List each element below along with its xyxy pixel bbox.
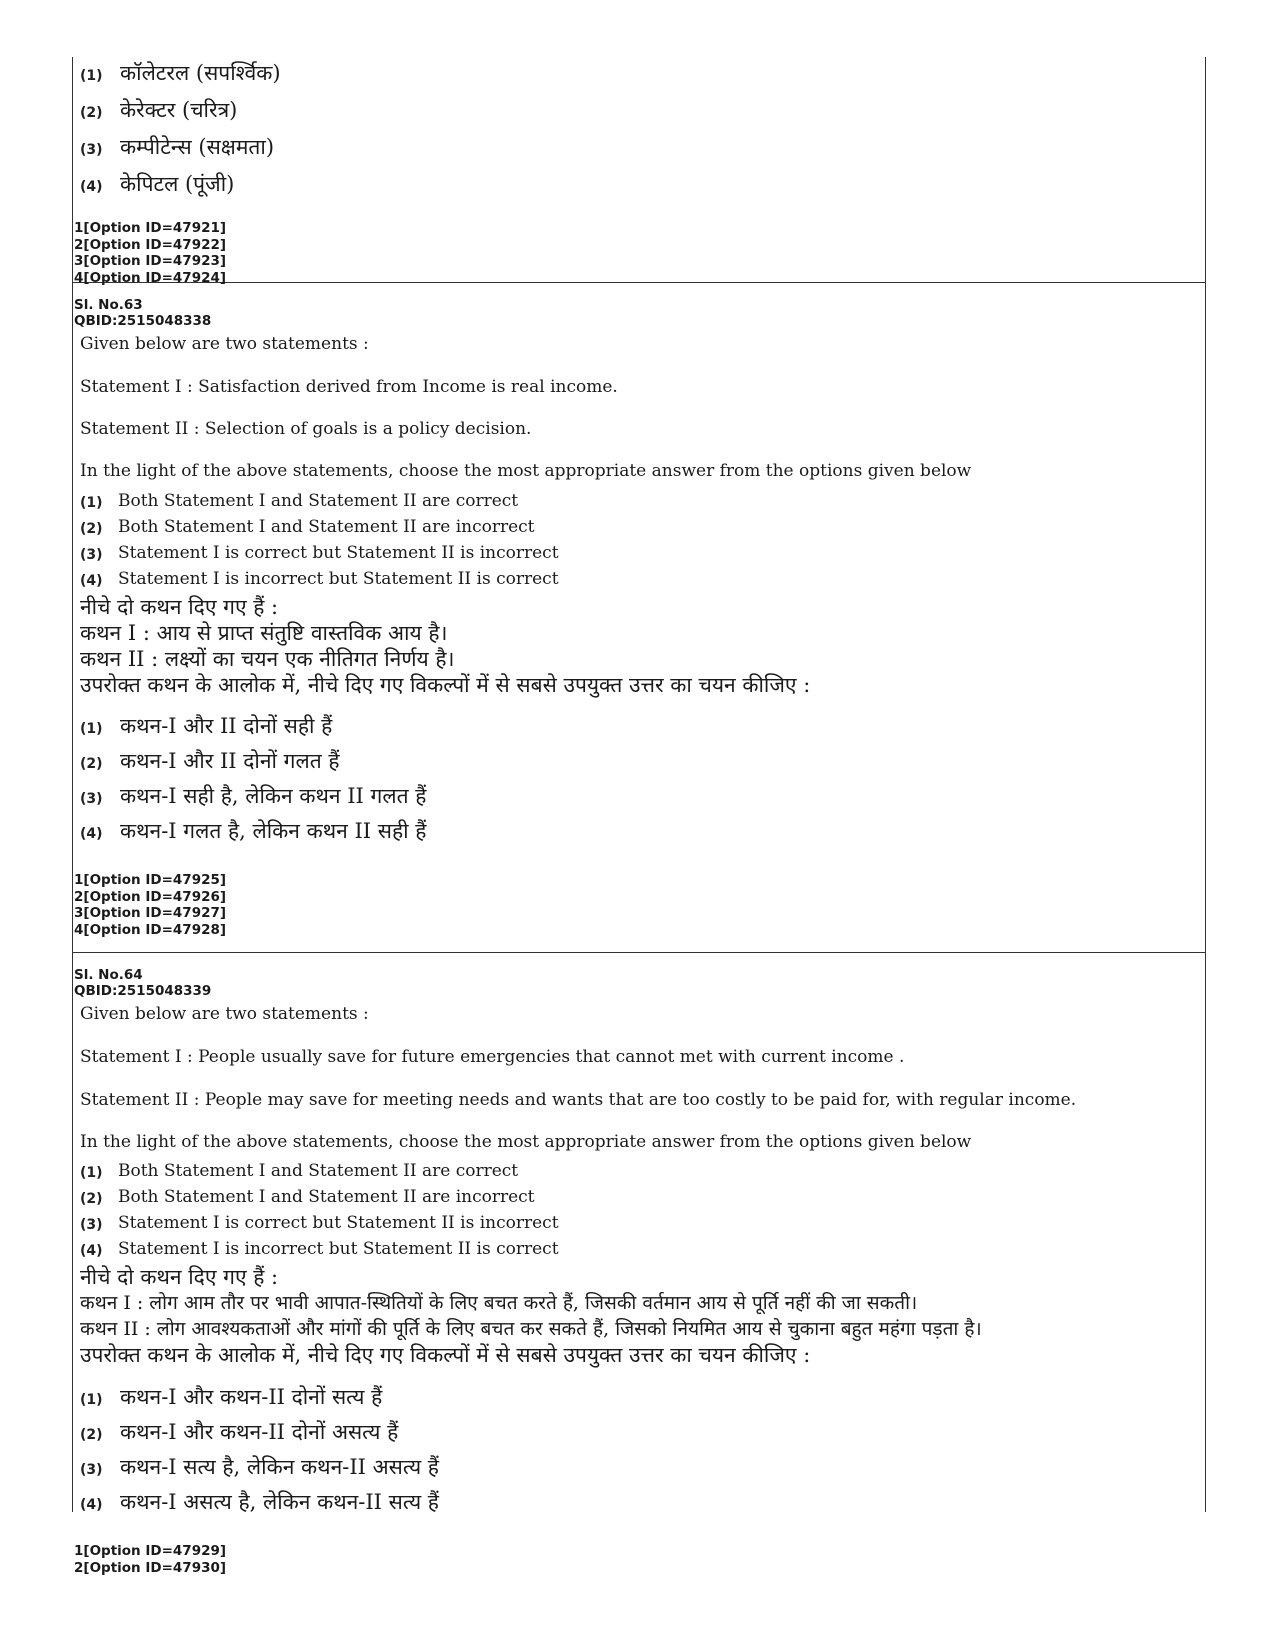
option-number: (1) — [80, 721, 103, 737]
divider-63-64 — [72, 952, 1206, 953]
q63-qbid: QBID:2515048338 — [74, 313, 212, 329]
q63-option-ids — [74, 872, 226, 938]
option-number: (4) — [80, 1497, 103, 1513]
option-id: 1[Option ID=47925] — [74, 872, 227, 888]
option-id: 3[Option ID=47923] — [74, 253, 227, 269]
option-text: कथन-I और II दोनों गलत हैं — [120, 749, 340, 773]
option-id: 4[Option ID=47928] — [74, 921, 227, 938]
q64-option-ids — [74, 1543, 226, 1576]
option-number: (2) — [80, 756, 103, 772]
option-text: Both Statement I and Statement II are correct — [118, 491, 519, 511]
option-text: Both Statement I and Statement II are incorrect — [118, 517, 535, 537]
q63-en-instruction: In the light of the above statements, choose the most appropriate answer from the options given below — [80, 461, 972, 481]
option-number: (1) — [80, 68, 103, 84]
divider-62-63 — [72, 282, 1206, 283]
q63-hi-intro: नीचे दो कथन दिए गए हैं : — [80, 595, 279, 619]
right-border — [1205, 57, 1206, 1512]
q64-hi-instruction: उपरोक्त कथन के आलोक में, नीचे दिए गए विकल्पों में से सबसे उपयुक्त उत्तर का चयन कीजिए : — [80, 1343, 811, 1367]
option-id: 1[Option ID=47929] — [74, 1543, 227, 1559]
option-id: 2[Option ID=47926] — [74, 888, 227, 905]
option-id: 2[Option ID=47922] — [74, 236, 227, 253]
q64-en-instruction: In the light of the above statements, choose the most appropriate answer from the options given below — [80, 1132, 972, 1152]
q62-option-ids — [74, 220, 226, 286]
option-number: (4) — [80, 826, 103, 842]
q63-en-intro: Given below are two statements : — [80, 334, 369, 354]
option-number: (1) — [80, 495, 103, 511]
option-text: Statement I is incorrect but Statement II is correct — [118, 569, 559, 589]
left-border — [72, 57, 73, 1512]
option-text: Statement I is correct but Statement II is incorrect — [118, 1213, 559, 1233]
option-number: (1) — [80, 1165, 103, 1181]
option-number: (3) — [80, 1217, 103, 1233]
q63-serial-number: Sl. No.63 — [74, 297, 143, 313]
option-text: Statement I is incorrect but Statement II is correct — [118, 1239, 559, 1259]
option-id: 2[Option ID=47930] — [74, 1559, 227, 1576]
option-text: Statement I is correct but Statement II is incorrect — [118, 543, 559, 563]
option-number: (2) — [80, 1427, 103, 1443]
q63-hi-statement-2: कथन II : लक्ष्यों का चयन एक नीतिगत निर्णय है। — [80, 647, 455, 671]
option-number: (4) — [80, 179, 103, 195]
option-number: (2) — [80, 105, 103, 121]
option-text: Both Statement I and Statement II are correct — [118, 1161, 519, 1181]
option-number: (3) — [80, 1462, 103, 1478]
option-text: केरेक्टर (चरित्र) — [120, 98, 238, 122]
option-number: (2) — [80, 521, 103, 537]
q63-hi-statement-1: कथन I : आय से प्राप्त संतुष्टि वास्तविक आय है। — [80, 621, 448, 645]
option-id: 4[Option ID=47924] — [74, 269, 227, 286]
option-text: कथन-I असत्य है, लेकिन कथन-II सत्य हैं — [120, 1490, 439, 1514]
option-text: कथन-I गलत है, लेकिन कथन II सही हैं — [120, 819, 427, 843]
q64-qbid: QBID:2515048339 — [74, 983, 212, 999]
option-number: (1) — [80, 1392, 103, 1408]
option-number: (3) — [80, 547, 103, 563]
q64-serial-number: Sl. No.64 — [74, 967, 143, 983]
option-text: Both Statement I and Statement II are incorrect — [118, 1187, 535, 1207]
option-text: कॉलेटरल (सपर्श्विक) — [120, 61, 281, 85]
option-text: कथन-I और II दोनों सही हैं — [120, 714, 333, 738]
option-text: केपिटल (पूंजी) — [120, 172, 235, 196]
q64-en-statement-2: Statement II : People may save for meeting needs and wants that are too costly to be paid for, with regular income. — [80, 1090, 1077, 1110]
option-number: (3) — [80, 142, 103, 158]
q63-hi-instruction: उपरोक्त कथन के आलोक में, नीचे दिए गए विकल्पों में से सबसे उपयुक्त उत्तर का चयन कीजिए : — [80, 673, 811, 697]
q64-hi-intro: नीचे दो कथन दिए गए हैं : — [80, 1265, 279, 1289]
option-text: कम्पीटेन्स (सक्षमता) — [120, 135, 275, 159]
q64-en-intro: Given below are two statements : — [80, 1004, 369, 1024]
q63-en-statement-1: Statement I : Satisfaction derived from Income is real income. — [80, 377, 618, 397]
option-number: (4) — [80, 1243, 103, 1259]
option-number: (2) — [80, 1191, 103, 1207]
option-text: कथन-I सही है, लेकिन कथन II गलत हैं — [120, 784, 427, 808]
option-text: कथन-I सत्य है, लेकिन कथन-II असत्य हैं — [120, 1455, 439, 1479]
option-id: 1[Option ID=47921] — [74, 220, 227, 236]
q64-en-statement-1: Statement I : People usually save for future emergencies that cannot met with current income . — [80, 1047, 905, 1067]
q64-hi-statement-1: कथन I : लोग आम तौर पर भावी आपात-स्थितियों के लिए बचत करते हैं, जिसकी वर्तमान आय से पूर्ति नहीं की जा सकती। — [80, 1292, 918, 1314]
q63-en-statement-2: Statement II : Selection of goals is a policy decision. — [80, 419, 532, 439]
option-text: कथन-I और कथन-II दोनों असत्य हैं — [120, 1420, 399, 1444]
option-id: 3[Option ID=47927] — [74, 905, 227, 921]
q64-hi-statement-2: कथन II : लोग आवश्यकताओं और मांगों की पूर्ति के लिए बचत कर सकते हैं, जिसको नियमित आय से चुकाना बहुत महंगा पड़ता है। — [80, 1318, 982, 1340]
option-number: (4) — [80, 573, 103, 589]
option-text: कथन-I और कथन-II दोनों सत्य हैं — [120, 1385, 383, 1409]
option-number: (3) — [80, 791, 103, 807]
